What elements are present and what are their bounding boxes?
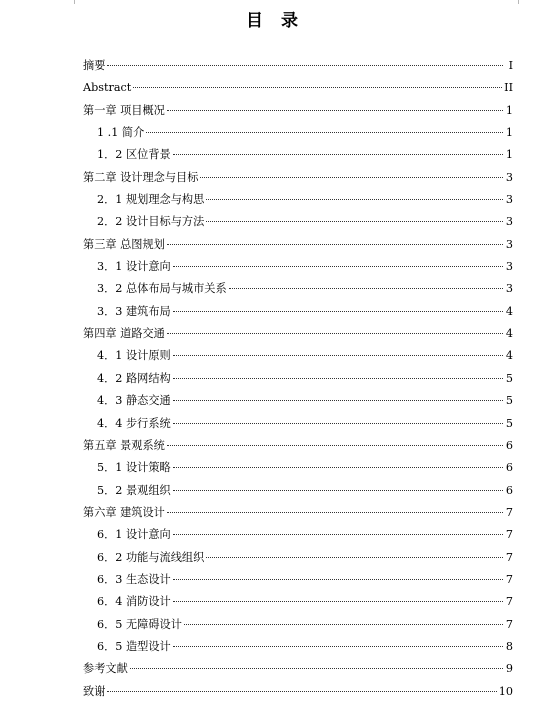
- toc-entry[interactable]: [83, 167, 513, 189]
- toc-entry[interactable]: [83, 211, 513, 233]
- table-of-contents: [83, 55, 513, 703]
- toc-entry[interactable]: [83, 122, 513, 144]
- toc-leader-dots: [173, 646, 503, 647]
- toc-entry[interactable]: [83, 144, 513, 166]
- toc-leader-dots: [130, 668, 503, 669]
- toc-entry-label: 6．1 设计意向: [97, 528, 171, 542]
- toc-entry-page-number: 7: [505, 617, 513, 631]
- toc-entry[interactable]: [83, 390, 513, 412]
- toc-entry-page-number: 3: [505, 170, 513, 184]
- toc-leader-dots: [173, 601, 503, 602]
- toc-entry[interactable]: [83, 77, 513, 99]
- toc-leader-dots: [173, 355, 503, 356]
- toc-leader-dots: [173, 311, 503, 312]
- toc-entry[interactable]: [83, 435, 513, 457]
- toc-entry[interactable]: [83, 658, 513, 680]
- toc-leader-dots: [206, 199, 503, 200]
- toc-entry-page-number: 7: [505, 550, 513, 564]
- toc-entry-page-number: I: [508, 59, 513, 72]
- toc-entry-label: 3．3 建筑布局: [97, 304, 171, 318]
- toc-entry-page-number: 6: [505, 461, 513, 475]
- toc-entry-label: 4．4 步行系统: [97, 416, 171, 430]
- toc-entry-label: 2．1 规划理念与构思: [97, 193, 205, 207]
- toc-entry-label: 6．4 消防设计: [97, 595, 171, 609]
- toc-leader-dots: [173, 266, 503, 267]
- toc-entry-label: 6．5 无障碍设计: [97, 617, 182, 631]
- toc-entry-page-number: 3: [505, 215, 513, 229]
- margin-corner-mark-left: [66, 0, 75, 4]
- toc-entry-page-number: 1: [505, 148, 513, 162]
- toc-leader-dots: [173, 423, 503, 424]
- toc-leader-dots: [173, 534, 503, 535]
- toc-entry-page-number: 6: [505, 438, 513, 452]
- toc-leader-dots: [146, 132, 503, 133]
- toc-leader-dots: [173, 467, 503, 468]
- margin-corner-mark-right: [518, 0, 527, 4]
- toc-leader-dots: [206, 557, 503, 558]
- toc-leader-dots: [173, 490, 503, 491]
- toc-entry[interactable]: [83, 413, 513, 435]
- toc-entry-label: 5．2 景观组织: [97, 483, 171, 497]
- toc-entry-label: 5．1 设计策略: [97, 461, 171, 475]
- toc-leader-dots: [173, 378, 503, 379]
- toc-entry-label: 4．2 路网结构: [97, 371, 171, 385]
- toc-entry[interactable]: [83, 547, 513, 569]
- toc-entry-page-number: 6: [505, 483, 513, 497]
- toc-entry-page-number: 3: [505, 193, 513, 207]
- toc-entry-page-number: II: [504, 81, 513, 95]
- toc-entry-label: 摘要: [83, 59, 106, 72]
- toc-entry[interactable]: [83, 368, 513, 390]
- toc-entry[interactable]: [83, 55, 513, 77]
- toc-entry[interactable]: [83, 569, 513, 591]
- toc-entry[interactable]: [83, 681, 513, 703]
- toc-entry-page-number: 7: [505, 505, 513, 519]
- toc-leader-dots: [167, 110, 503, 111]
- toc-entry-label: 第五章 景观系统: [83, 438, 165, 452]
- toc-entry-page-number: 7: [505, 572, 513, 586]
- toc-entry-label: 4．1 设计原则: [97, 349, 171, 363]
- toc-leader-dots: [173, 400, 503, 401]
- toc-entry-label: 第二章 设计理念与目标: [83, 170, 199, 184]
- toc-leader-dots: [173, 579, 503, 580]
- toc-entry-label: 第四章 道路交通: [83, 327, 165, 341]
- toc-entry[interactable]: [83, 256, 513, 278]
- toc-leader-dots: [107, 65, 503, 66]
- toc-entry[interactable]: [83, 100, 513, 122]
- toc-entry-page-number: 5: [505, 394, 513, 408]
- toc-entry-page-number: 4: [505, 327, 513, 341]
- toc-entry[interactable]: [83, 189, 513, 211]
- toc-entry-page-number: 1: [505, 103, 513, 117]
- toc-leader-dots: [167, 244, 503, 245]
- toc-entry-page-number: 4: [505, 304, 513, 318]
- toc-entry[interactable]: [83, 301, 513, 323]
- toc-entry-label: 2．2 设计目标与方法: [97, 215, 205, 229]
- toc-entry-page-number: 9: [505, 662, 513, 676]
- toc-leader-dots: [107, 691, 496, 692]
- toc-entry-label: 1 .1 简介: [97, 126, 145, 140]
- toc-entry-label: 6．3 生态设计: [97, 572, 171, 586]
- toc-entry-page-number: 5: [505, 371, 513, 385]
- toc-entry[interactable]: [83, 591, 513, 613]
- toc-entry[interactable]: [83, 524, 513, 546]
- toc-entry-page-number: 10: [498, 684, 513, 698]
- toc-leader-dots: [206, 221, 503, 222]
- toc-entry[interactable]: [83, 614, 513, 636]
- toc-leader-dots: [133, 87, 502, 88]
- toc-entry-page-number: 1: [505, 126, 513, 140]
- toc-leader-dots: [200, 177, 503, 178]
- toc-entry-label: 第三章 总图规划: [83, 237, 165, 251]
- toc-entry-page-number: 4: [505, 349, 513, 363]
- toc-entry-label: 第六章 建筑设计: [83, 505, 165, 519]
- toc-leader-dots: [229, 288, 503, 289]
- toc-entry-label: Abstract: [83, 81, 132, 95]
- toc-entry[interactable]: [83, 234, 513, 256]
- toc-leader-dots: [167, 445, 503, 446]
- toc-entry[interactable]: [83, 323, 513, 345]
- toc-entry-page-number: 8: [505, 639, 513, 653]
- toc-entry[interactable]: [83, 345, 513, 367]
- toc-entry-label: 1．2 区位背景: [97, 148, 171, 162]
- toc-entry-label: 6．2 功能与流线组织: [97, 550, 205, 564]
- toc-entry-label: 第一章 项目概况: [83, 103, 165, 117]
- toc-entry-label: 4．3 静态交通: [97, 394, 171, 408]
- toc-entry-label: 参考文献: [83, 662, 128, 676]
- toc-entry[interactable]: [83, 278, 513, 300]
- toc-entry-label: 致谢: [83, 684, 106, 698]
- toc-entry-page-number: 7: [505, 528, 513, 542]
- toc-entry-page-number: 3: [505, 260, 513, 274]
- toc-entry[interactable]: [83, 480, 513, 502]
- toc-entry[interactable]: [83, 457, 513, 479]
- toc-leader-dots: [167, 333, 503, 334]
- toc-entry-page-number: 5: [505, 416, 513, 430]
- toc-leader-dots: [184, 624, 503, 625]
- toc-entry-label: 3．1 设计意向: [97, 260, 171, 274]
- toc-entry-page-number: 3: [505, 237, 513, 251]
- toc-title: 目 录: [246, 11, 304, 31]
- toc-entry-page-number: 3: [505, 282, 513, 296]
- toc-leader-dots: [167, 512, 503, 513]
- toc-entry-page-number: 7: [505, 595, 513, 609]
- toc-entry[interactable]: [83, 502, 513, 524]
- toc-entry-label: 6．5 造型设计: [97, 639, 171, 653]
- toc-entry-label: 3．2 总体布局与城市关系: [97, 282, 227, 296]
- toc-entry[interactable]: [83, 636, 513, 658]
- toc-leader-dots: [173, 154, 503, 155]
